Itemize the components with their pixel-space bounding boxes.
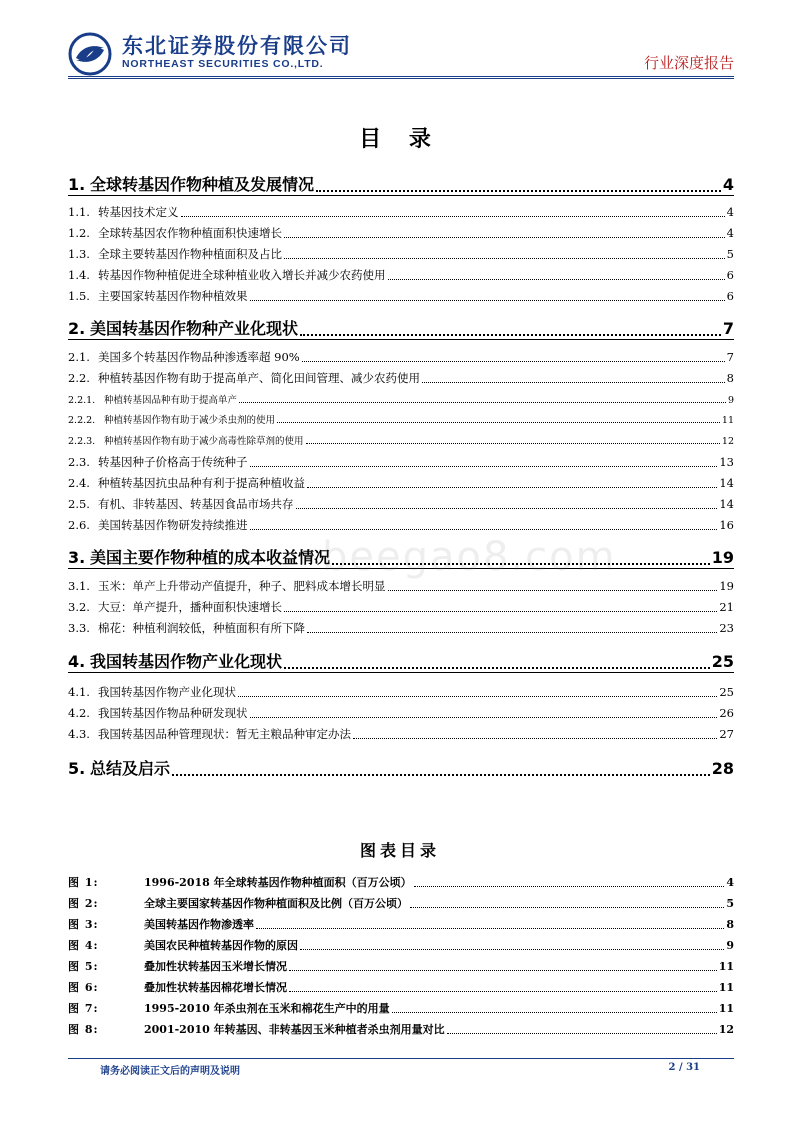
toc-leader-dots xyxy=(307,487,717,488)
figure-entry-number: 图 6: xyxy=(68,981,99,994)
toc-entry-number: 2.2.2. xyxy=(68,415,96,426)
toc-entry-number: 1. xyxy=(68,175,86,194)
toc-entry-page: 19 xyxy=(719,579,734,593)
figure-entry-number: 图 7: xyxy=(68,1002,99,1015)
toc-leader-dots xyxy=(284,611,717,612)
toc-leader-dots xyxy=(284,258,725,259)
toc-entry-title: 种植转基因作物有助于提高单产、简化田间管理、减少农药使用 xyxy=(98,371,420,385)
toc-entry-number: 1.1. xyxy=(68,205,90,219)
company-name-cn: 东北证券股份有限公司 xyxy=(122,34,352,58)
toc-leader-dots xyxy=(250,300,725,301)
toc-entry[interactable] xyxy=(68,412,734,426)
toc-entry[interactable] xyxy=(68,649,734,672)
figure-leader-dots xyxy=(289,991,717,992)
toc-leader-dots xyxy=(172,774,710,776)
toc-entry[interactable] xyxy=(68,267,734,283)
toc-entry-number: 2.5. xyxy=(68,497,90,511)
toc-entry[interactable] xyxy=(68,517,734,533)
figure-entry[interactable] xyxy=(68,916,734,932)
toc-leader-dots xyxy=(239,402,726,403)
toc-leader-dots xyxy=(296,508,718,509)
header-divider xyxy=(68,76,734,77)
figure-entry[interactable] xyxy=(68,979,734,995)
toc-entry-title: 大豆：单产提升，播种面积快速增长 xyxy=(98,600,282,614)
watermark: beegao8.com xyxy=(322,534,617,580)
figure-entry[interactable] xyxy=(68,1000,734,1016)
toc-leader-dots xyxy=(238,696,717,697)
company-logo-icon xyxy=(68,32,112,76)
toc-entry[interactable] xyxy=(68,172,734,195)
toc-entry-page: 8 xyxy=(726,371,734,385)
figure-entry[interactable] xyxy=(68,874,734,890)
toc-entry-title: 我国转基因作物产业化现状 xyxy=(90,652,283,671)
toc-entry-title: 棉花：种植利润较低，种植面积有所下降 xyxy=(98,621,305,635)
figure-entry-title: 全球主要国家转基因作物种植面积及比例（百万公顷） xyxy=(144,897,408,910)
figure-entry[interactable] xyxy=(68,958,734,974)
figure-entry-number: 图 2: xyxy=(68,897,99,910)
toc-entry-title: 种植转基因品种有助于提高单产 xyxy=(104,395,238,406)
toc-entry-page: 11 xyxy=(721,415,734,426)
toc-entry-number: 2.1. xyxy=(68,350,90,364)
figure-entry-page: 8 xyxy=(726,918,734,931)
toc-entry-title: 主要国家转基因作物种植效果 xyxy=(98,289,248,303)
toc-entry[interactable] xyxy=(68,349,734,365)
toc-entry-title: 美国主要作物种植的成本收益情况 xyxy=(90,548,331,567)
toc-leader-dots xyxy=(250,717,718,718)
toc-entry[interactable] xyxy=(68,392,734,406)
toc-entry-title: 美国转基因作物研发持续推进 xyxy=(98,518,248,532)
figure-entry-title: 2001-2010 年转基因、非转基因玉米种植者杀虫剂用量对比 xyxy=(144,1023,445,1036)
toc-leader-dots xyxy=(284,667,710,669)
toc-entry-title: 美国转基因作物种产业化现状 xyxy=(90,319,299,338)
figure-leader-dots xyxy=(300,949,724,950)
figure-leader-dots xyxy=(414,886,725,887)
figure-leader-dots xyxy=(410,907,724,908)
toc-entry-page: 28 xyxy=(711,759,734,778)
toc-leader-dots xyxy=(306,443,720,444)
toc-entry-title: 全球转基因农作物种植面积快速增长 xyxy=(98,226,282,240)
toc-entry-page: 16 xyxy=(719,518,734,532)
toc-entry[interactable] xyxy=(68,225,734,241)
figure-entry-title: 1995-2010 年杀虫剂在玉米和棉花生产中的用量 xyxy=(144,1002,390,1015)
toc-entry-number: 2.2.1. xyxy=(68,395,96,406)
toc-leader-dots xyxy=(284,237,725,238)
toc-entry-title: 我国转基因作物品种研发现状 xyxy=(98,706,248,720)
toc-entry[interactable] xyxy=(68,496,734,512)
toc-entry[interactable] xyxy=(68,578,734,594)
figure-entry-title: 1996-2018 年全球转基因作物种植面积（百万公顷） xyxy=(144,876,412,889)
chapter-divider xyxy=(68,339,734,340)
figure-entry-page: 11 xyxy=(718,1002,734,1015)
toc-entry-page: 14 xyxy=(719,476,734,490)
toc-entry-page: 26 xyxy=(719,706,734,720)
toc-entry-number: 4.2. xyxy=(68,706,90,720)
figure-entry-title: 美国农民种植转基因作物的原因 xyxy=(144,939,298,952)
toc-entry-number: 1.2. xyxy=(68,226,90,240)
toc-entry-number: 2.3. xyxy=(68,455,90,469)
figure-entry[interactable] xyxy=(68,895,734,911)
toc-entry-page: 25 xyxy=(711,652,734,671)
figure-entry-number: 图 8: xyxy=(68,1023,99,1036)
toc-entry[interactable] xyxy=(68,726,734,742)
toc-leader-dots xyxy=(277,422,720,423)
toc-entry-number: 2.6. xyxy=(68,518,90,532)
toc-entry-title: 玉米：单产上升带动产值提升，种子、肥料成本增长明显 xyxy=(98,579,386,593)
toc-entry[interactable] xyxy=(68,599,734,615)
toc-entry-title: 我国转基因品种管理现状：暂无主粮品种审定办法 xyxy=(98,727,351,741)
figure-entry-number: 图 4: xyxy=(68,939,99,952)
toc-entry-page: 21 xyxy=(719,600,734,614)
toc-entry-number: 4.3. xyxy=(68,727,90,741)
toc-entry-page: 4 xyxy=(726,205,734,219)
figure-entry-number: 图 3: xyxy=(68,918,99,931)
figure-entry-page: 12 xyxy=(718,1023,734,1036)
figure-entry[interactable] xyxy=(68,937,734,953)
figure-entry[interactable] xyxy=(68,1021,734,1037)
toc-entry-number: 5. xyxy=(68,759,86,778)
toc-entry[interactable] xyxy=(68,246,734,262)
toc-leader-dots xyxy=(250,529,718,530)
toc-entry-page: 23 xyxy=(719,621,734,635)
figure-leader-dots xyxy=(289,970,717,971)
figure-leader-dots xyxy=(447,1033,717,1034)
toc-entry-page: 25 xyxy=(719,685,734,699)
toc-entry-page: 5 xyxy=(726,247,734,261)
toc-entry[interactable] xyxy=(68,370,734,386)
toc-entry-number: 2. xyxy=(68,319,86,338)
toc-entry[interactable] xyxy=(68,454,734,470)
page-header xyxy=(68,28,734,76)
toc-entry-title: 全球主要转基因作物种植面积及占比 xyxy=(98,247,282,261)
figure-entry-title: 叠加性状转基因玉米增长情况 xyxy=(144,960,287,973)
toc-entry-title: 种植转基因抗虫品种有利于提高种植收益 xyxy=(98,476,305,490)
figure-entry-number: 图 5: xyxy=(68,960,99,973)
toc-entry-title: 总结及启示 xyxy=(90,759,171,778)
chapter-divider xyxy=(68,672,734,673)
toc-entry-number: 2.4. xyxy=(68,476,90,490)
figure-index-title: 图表目录 xyxy=(359,841,440,860)
toc-entry-page: 9 xyxy=(727,395,734,406)
figure-entry-page: 11 xyxy=(718,960,734,973)
figure-entry-page: 9 xyxy=(726,939,734,952)
toc-leader-dots xyxy=(353,738,717,739)
toc-entry[interactable] xyxy=(68,433,734,447)
figure-leader-dots xyxy=(392,1012,717,1013)
toc-entry-page: 12 xyxy=(721,436,734,447)
toc-entry-page: 7 xyxy=(726,350,734,364)
toc-entry-page: 27 xyxy=(719,727,734,741)
toc-entry-page: 7 xyxy=(722,319,734,338)
toc-entry-title: 转基因种子价格高于传统种子 xyxy=(98,455,248,469)
page-number: 2 / 31 xyxy=(668,1062,700,1073)
toc-entry-number: 1.3. xyxy=(68,247,90,261)
toc-entry-number: 4. xyxy=(68,652,86,671)
company-name-en: NORTHEAST SECURITIES CO.,LTD. xyxy=(122,58,324,70)
toc-entry-number: 3.2. xyxy=(68,600,90,614)
header-divider-secondary xyxy=(68,78,734,79)
toc-leader-dots xyxy=(422,382,725,383)
footer-disclaimer: 请务必阅读正文后的声明及说明 xyxy=(100,1066,240,1077)
toc-leader-dots xyxy=(250,466,718,467)
toc-entry-title: 有机、非转基因、转基因食品市场共存 xyxy=(98,497,294,511)
toc-entry[interactable] xyxy=(68,620,734,636)
figure-entry-page: 4 xyxy=(726,876,734,889)
toc-entry[interactable] xyxy=(68,288,734,304)
toc-entry-number: 4.1. xyxy=(68,685,90,699)
toc-entry-page: 19 xyxy=(711,548,734,567)
report-type-label: 行业深度报告 xyxy=(643,54,734,72)
toc-leader-dots xyxy=(388,590,718,591)
figure-entry-title: 叠加性状转基因棉花增长情况 xyxy=(144,981,287,994)
figure-entry-number: 图 1: xyxy=(68,876,99,889)
toc-entry-number: 2.2.3. xyxy=(68,436,96,447)
figure-entry-title: 美国转基因作物渗透率 xyxy=(144,918,254,931)
toc-entry-page: 4 xyxy=(722,175,734,194)
toc-entry[interactable] xyxy=(68,684,734,700)
toc-leader-dots xyxy=(307,632,717,633)
toc-entry-number: 3.1. xyxy=(68,579,90,593)
toc-entry[interactable] xyxy=(68,475,734,491)
toc-entry-page: 4 xyxy=(726,226,734,240)
toc-entry-page: 6 xyxy=(726,268,734,282)
toc-leader-dots xyxy=(388,279,725,280)
toc-entry[interactable] xyxy=(68,204,734,220)
toc-entry[interactable] xyxy=(68,316,734,339)
toc-entry-page: 6 xyxy=(726,289,734,303)
toc-entry-title: 种植转基因作物有助于减少杀虫剂的使用 xyxy=(104,415,276,426)
toc-leader-dots xyxy=(181,216,725,217)
toc-entry-page: 14 xyxy=(719,497,734,511)
toc-leader-dots xyxy=(302,361,725,362)
toc-leader-dots xyxy=(316,190,721,192)
toc-entry-number: 1.5. xyxy=(68,289,90,303)
figure-entry-page: 5 xyxy=(726,897,734,910)
toc-entry-page: 13 xyxy=(719,455,734,469)
toc-title: 目 录 xyxy=(359,127,441,152)
toc-entry[interactable] xyxy=(68,705,734,721)
toc-entry-title: 转基因作物种植促进全球种植业收入增长并减少农药使用 xyxy=(98,268,386,282)
toc-entry-title: 美国多个转基因作物品种渗透率超 90% xyxy=(98,350,300,364)
toc-entry-title: 我国转基因作物产业化现状 xyxy=(98,685,236,699)
footer-divider xyxy=(68,1058,734,1059)
toc-entry-number: 3. xyxy=(68,548,86,567)
figure-leader-dots xyxy=(256,928,724,929)
toc-entry-number: 2.2. xyxy=(68,371,90,385)
figure-entry-page: 11 xyxy=(718,981,734,994)
toc-leader-dots xyxy=(300,334,721,336)
toc-entry-title: 全球转基因作物种植及发展情况 xyxy=(90,175,315,194)
toc-entry[interactable] xyxy=(68,756,734,779)
toc-entry-title: 转基因技术定义 xyxy=(98,205,179,219)
toc-entry-title: 种植转基因作物有助于减少高毒性除草剂的使用 xyxy=(104,436,304,447)
toc-entry-number: 1.4. xyxy=(68,268,90,282)
chapter-divider xyxy=(68,195,734,196)
toc-entry-number: 3.3. xyxy=(68,621,90,635)
